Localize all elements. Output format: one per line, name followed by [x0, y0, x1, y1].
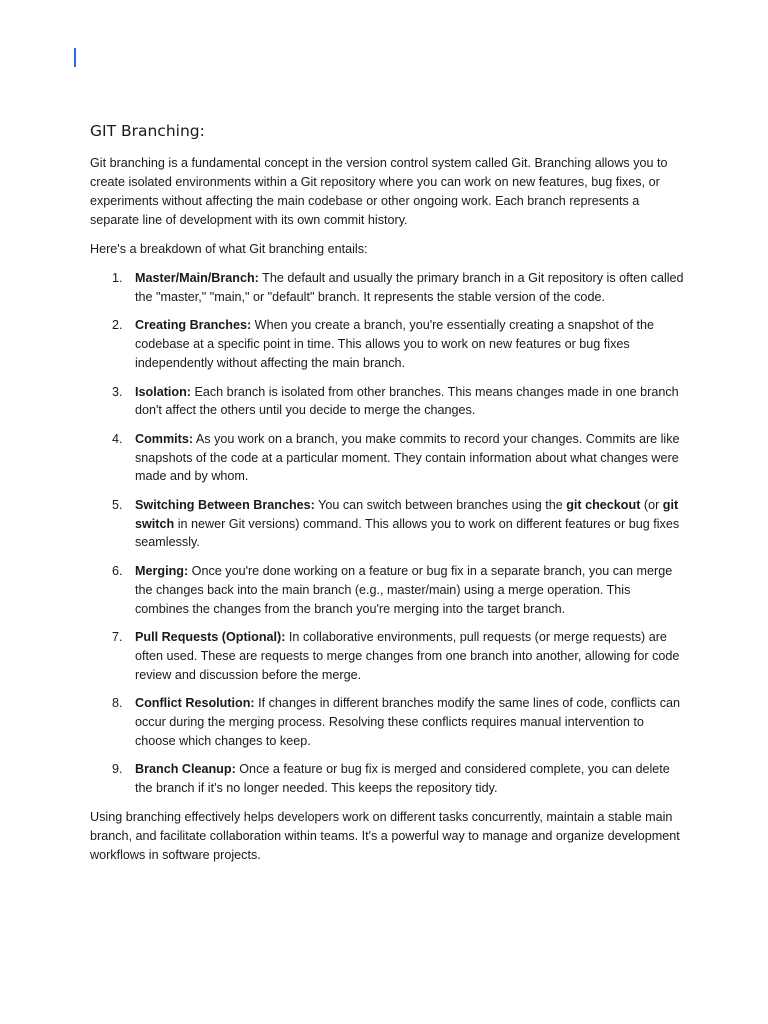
- conclusion-paragraph: Using branching effectively helps developers work on different tasks concurrently, maintain a stable main branch, and facilitate collaboration within teams. It's a powerful way to manage and organize development workflows in software projects.: [90, 809, 680, 862]
- item-text: When you create a branch, you're essentially creating a snapshot of the codebase at a specific point in time. This allows you to work on new features or bug fixes independently without affecting the main branch.: [135, 318, 655, 370]
- item-term: Isolation:: [135, 384, 191, 399]
- item-term: Conflict Resolution:: [135, 696, 255, 711]
- item-text: Each branch is isolated from other branches. This means changes made in one branch don't affect the others until you decide to merge the changes.: [135, 384, 679, 418]
- list-number: 5.: [112, 498, 123, 513]
- list-item: [90, 269, 686, 306]
- list-item: [90, 383, 686, 420]
- list-item: [90, 628, 686, 684]
- item-text: Once you're done working on a feature or bug fix in a separate branch, you can merge the changes back into the main branch (e.g., master/main) using a merge operation. This combines the changes from the branch you're merging into the target branch.: [135, 564, 673, 616]
- item-term: Master/Main/Branch:: [135, 271, 259, 285]
- item-text: The default and usually the primary branch in a Git repository is often called the "master," "main," or "default" branch. It represents the stable version of the code.: [135, 271, 684, 304]
- list-number: 7.: [112, 630, 123, 645]
- list-number: 9.: [112, 762, 123, 777]
- item-text: As you work on a branch, you make commits to record your changes. Commits are like snapshots of the code at a particular moment. They contain information about what changes were made and by whom.: [135, 431, 680, 484]
- intro-paragraph: Git branching is a fundamental concept in the version control system called Git. Branching allows you to create isolated environments within a Git repository where you can work on new features, bug fixes, or experiments without affecting the main codebase or other ongoing work. Each branch represents a separate line of development with its own commit history.: [90, 156, 668, 227]
- list-number: 2.: [112, 318, 123, 333]
- breakdown-lead: Here's a breakdown of what Git branching entails:: [90, 242, 368, 256]
- document-page[interactable]: [90, 122, 686, 875]
- item-term: Creating Branches:: [135, 318, 252, 333]
- item-term: Switching Between Branches:: [135, 498, 315, 513]
- item-text: in newer Git versions) command. This allows you to work on different features or bug fixes seamlessly.: [135, 516, 680, 550]
- command-git-checkout: git checkout: [566, 498, 641, 513]
- item-term: Pull Requests (Optional):: [135, 630, 286, 645]
- item-term: Branch Cleanup:: [135, 762, 236, 777]
- item-term: Commits:: [135, 431, 194, 446]
- item-term: Merging:: [135, 564, 189, 579]
- list-number: 4.: [112, 431, 123, 446]
- branching-list: [90, 269, 686, 798]
- list-item: [90, 316, 686, 372]
- list-number: 1.: [112, 271, 123, 285]
- item-text: Once a feature or bug fix is merged and considered complete, you can delete the branch if it's no longer needed. This keeps the repository tidy.: [135, 762, 670, 796]
- item-text: You can switch between branches using the: [314, 498, 567, 513]
- list-item: [90, 562, 686, 618]
- text-cursor: [74, 48, 76, 67]
- command-git-switch: git switch: [135, 498, 679, 531]
- item-text: In collaborative environments, pull requests (or merge requests) are often used. These are requests to merge changes from one branch into another, allowing for code review and discussion before the merge.: [135, 630, 680, 682]
- list-number: 8.: [112, 696, 123, 711]
- item-text: If changes in different branches modify the same lines of code, conflicts can occur during the merging process. Resolving these conflicts requires manual intervention to choose which changes to keep.: [135, 696, 681, 748]
- item-text: (or: [640, 498, 663, 513]
- list-number: 6.: [112, 564, 123, 579]
- list-item: [90, 430, 686, 486]
- list-item: [90, 760, 686, 797]
- list-item: [90, 496, 686, 552]
- list-item: [90, 694, 686, 750]
- document-title: GIT Branching:: [90, 122, 205, 140]
- list-number: 3.: [112, 384, 123, 399]
